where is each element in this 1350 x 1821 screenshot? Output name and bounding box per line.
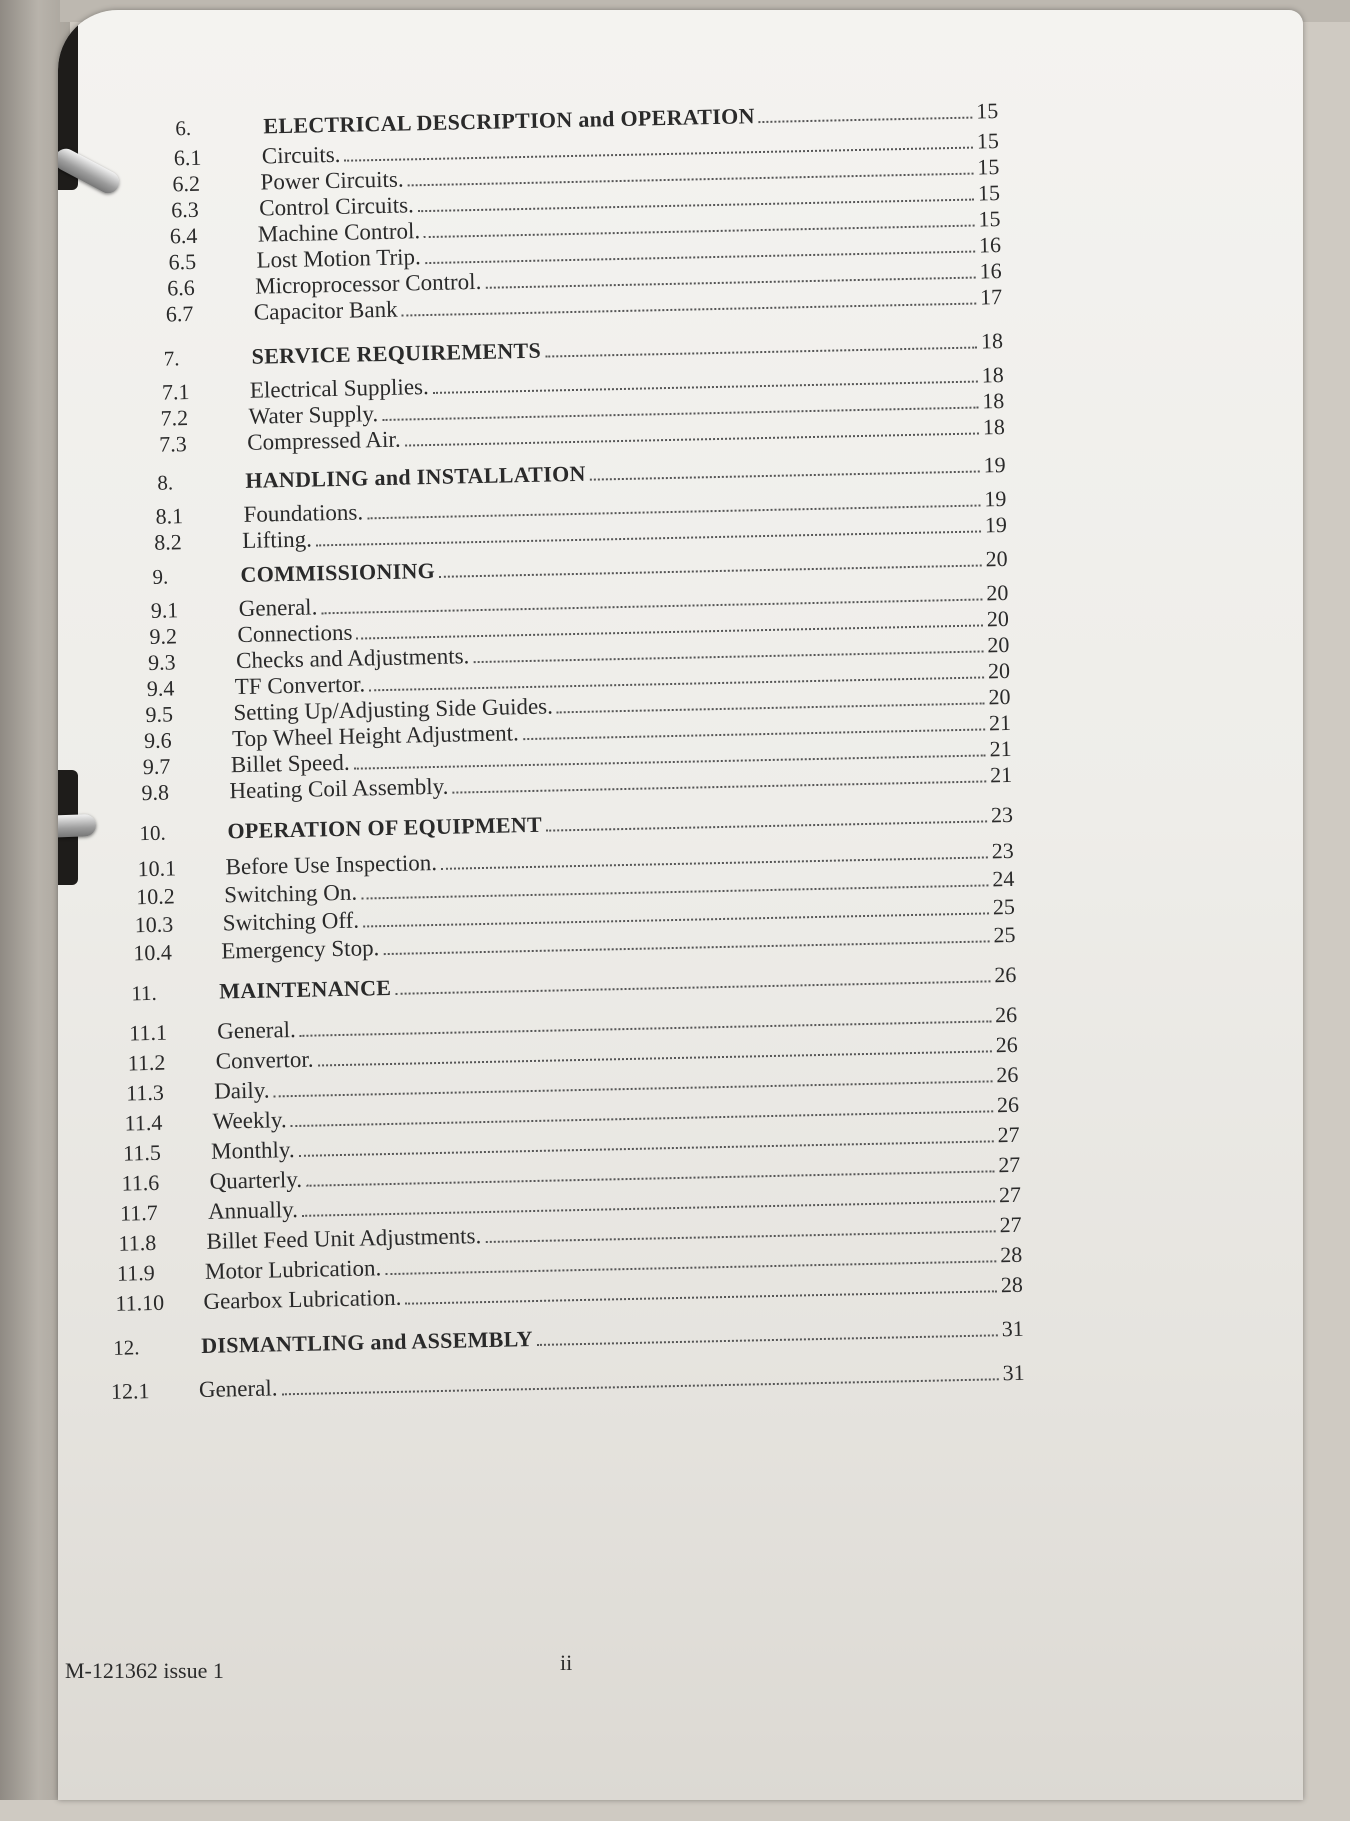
toc-title: Before Use Inspection. bbox=[225, 849, 438, 880]
dot-leader bbox=[537, 1334, 998, 1346]
toc-title: Convertor. bbox=[215, 1046, 314, 1074]
toc-page-number: 27 bbox=[997, 1121, 1020, 1148]
toc-number: 9.3 bbox=[147, 649, 176, 675]
dot-leader bbox=[316, 530, 981, 546]
toc-page-number: 15 bbox=[977, 154, 1000, 180]
dot-leader bbox=[485, 1230, 995, 1243]
toc-number: 7. bbox=[163, 346, 180, 371]
toc-title: Foundations. bbox=[243, 499, 364, 527]
toc-page-number: 26 bbox=[996, 1091, 1020, 1118]
toc-number: 11.2 bbox=[127, 1049, 166, 1076]
toc-page-number: 21 bbox=[989, 761, 1013, 788]
toc-page-number: 21 bbox=[988, 709, 1012, 736]
toc-title: Heating Coil Assembly. bbox=[229, 773, 449, 804]
toc-page-number: 19 bbox=[983, 451, 1006, 478]
dot-leader bbox=[452, 780, 986, 793]
toc-title: Connections bbox=[237, 619, 353, 648]
toc-page-number: 25 bbox=[993, 921, 1016, 948]
toc-number: 10.3 bbox=[134, 911, 174, 938]
toc-page-number: 20 bbox=[985, 545, 1008, 572]
toc-title: Switching On. bbox=[223, 879, 358, 908]
toc-number: 11. bbox=[131, 980, 158, 1006]
toc-number: 9.7 bbox=[142, 753, 171, 780]
toc-title: Gearbox Lubrication. bbox=[203, 1284, 402, 1314]
toc-title: Billet Feed Unit Adjustments. bbox=[206, 1223, 482, 1254]
toc-number: 10.4 bbox=[133, 939, 173, 966]
toc-page-number: 25 bbox=[992, 893, 1016, 920]
toc-number: 10.1 bbox=[137, 855, 177, 882]
dot-leader bbox=[406, 1290, 997, 1304]
toc-page-number: 21 bbox=[989, 735, 1012, 762]
toc-page-number: 18 bbox=[981, 361, 1004, 388]
toc-number: 7.3 bbox=[158, 431, 188, 457]
toc-number: 9.6 bbox=[143, 727, 172, 754]
toc-number: 6.2 bbox=[172, 170, 201, 197]
toc-number: 8. bbox=[157, 470, 174, 495]
toc-page-number: 24 bbox=[992, 865, 1015, 892]
toc-page-number: 28 bbox=[1000, 1271, 1024, 1298]
toc-page-number: 26 bbox=[994, 1001, 1018, 1028]
toc-title: Capacitor Bank bbox=[253, 296, 398, 325]
dot-leader bbox=[590, 471, 980, 481]
toc-number: 11.8 bbox=[118, 1229, 157, 1256]
toc-number: 6.4 bbox=[169, 222, 198, 249]
toc-page-number: 15 bbox=[976, 128, 1000, 154]
document-reference: M-121362 issue 1 bbox=[65, 1658, 224, 1683]
dot-leader bbox=[405, 433, 979, 447]
toc-page-number: 18 bbox=[980, 327, 1004, 354]
dot-leader bbox=[282, 1378, 999, 1395]
toc-page-number: 15 bbox=[977, 180, 1001, 206]
toc-title: Daily. bbox=[213, 1077, 270, 1104]
toc-number: 9.2 bbox=[149, 623, 178, 649]
toc-title: Control Circuits. bbox=[258, 192, 415, 221]
toc-number: 6.6 bbox=[166, 274, 195, 301]
toc-number: 7.2 bbox=[160, 405, 189, 431]
toc-title: ELECTRICAL DESCRIPTION and OPERATION bbox=[263, 103, 755, 139]
toc-title: Power Circuits. bbox=[260, 166, 404, 195]
toc-title: Setting Up/Adjusting Side Guides. bbox=[233, 693, 554, 726]
page-number: ii bbox=[560, 1650, 573, 1675]
toc-number: 11.6 bbox=[121, 1169, 160, 1196]
toc-title: Emergency Stop. bbox=[221, 935, 380, 964]
toc-title: Switching Off. bbox=[222, 907, 360, 936]
dot-leader bbox=[759, 117, 973, 123]
toc-page-number: 15 bbox=[978, 206, 1001, 232]
dot-leader bbox=[395, 980, 990, 994]
toc-number: 9.1 bbox=[150, 597, 179, 623]
toc-number: 9.5 bbox=[145, 701, 174, 728]
toc-page-number: 15 bbox=[975, 98, 999, 124]
toc-number: 6.5 bbox=[168, 248, 197, 275]
toc-title: SERVICE REQUIREMENTS bbox=[251, 337, 542, 369]
toc-page-number: 23 bbox=[991, 837, 1014, 864]
dot-leader bbox=[385, 1260, 996, 1275]
toc-page-number: 19 bbox=[984, 485, 1007, 512]
toc-page-number: 20 bbox=[987, 657, 1011, 684]
toc-entry bbox=[111, 1360, 1037, 1405]
dot-leader bbox=[402, 303, 977, 317]
toc-number: 6.7 bbox=[165, 300, 194, 327]
toc-title: General. bbox=[238, 594, 318, 622]
toc-number: 12. bbox=[112, 1335, 140, 1360]
toc-page-number: 27 bbox=[999, 1211, 1022, 1238]
toc-number: 6.1 bbox=[173, 144, 202, 171]
toc-title: Weekly. bbox=[212, 1107, 287, 1134]
toc-page-number: 27 bbox=[998, 1181, 1022, 1208]
toc-page-number: 18 bbox=[982, 387, 1005, 414]
toc-title: Lifting. bbox=[241, 526, 313, 553]
toc-title: Compressed Air. bbox=[246, 426, 401, 455]
toc-number: 11.5 bbox=[122, 1139, 162, 1166]
toc-number: 7.1 bbox=[161, 379, 190, 405]
toc-title: Lost Motion Trip. bbox=[256, 244, 422, 273]
toc-title: OPERATION OF EQUIPMENT bbox=[227, 811, 543, 844]
toc-title: Circuits. bbox=[261, 141, 341, 169]
toc-title: Electrical Supplies. bbox=[249, 374, 429, 403]
toc-number: 6.3 bbox=[170, 196, 199, 223]
toc-title: Water Supply. bbox=[248, 401, 379, 429]
dot-leader bbox=[546, 820, 987, 831]
toc-page-number: 27 bbox=[998, 1151, 1021, 1178]
toc-page-number: 20 bbox=[987, 631, 1010, 658]
toc-title: TF Convertor. bbox=[234, 671, 366, 700]
dot-leader bbox=[383, 940, 989, 955]
toc-number: 8.2 bbox=[154, 529, 183, 555]
toc-page-number: 20 bbox=[986, 579, 1009, 606]
toc-number: 11.9 bbox=[116, 1259, 155, 1286]
toc-title: General. bbox=[198, 1375, 278, 1403]
toc-number: 11.7 bbox=[119, 1199, 158, 1226]
toc-page-number: 26 bbox=[995, 1031, 1019, 1058]
toc-number: 11.4 bbox=[124, 1109, 163, 1136]
toc-page-number: 20 bbox=[988, 683, 1011, 710]
dot-leader bbox=[545, 347, 977, 358]
toc-number: 9.4 bbox=[146, 675, 175, 701]
toc-number: 10. bbox=[139, 820, 166, 846]
toc-number: 11.3 bbox=[125, 1079, 165, 1106]
toc-title: COMMISSIONING bbox=[240, 557, 436, 588]
toc-title: Motor Lubrication. bbox=[204, 1255, 382, 1284]
toc-title: Checks and Adjustments. bbox=[235, 643, 470, 674]
toc-title: Annually. bbox=[207, 1196, 299, 1224]
toc-page-number: 26 bbox=[994, 961, 1017, 988]
toc-title: MAINTENANCE bbox=[219, 974, 392, 1004]
toc-title: Monthly. bbox=[210, 1137, 295, 1164]
toc-page-number: 17 bbox=[979, 284, 1003, 310]
toc-number: 10.2 bbox=[135, 883, 175, 910]
toc-number: 11.1 bbox=[128, 1019, 168, 1046]
toc-number: 6. bbox=[175, 115, 192, 141]
toc-page-number: 28 bbox=[999, 1241, 1023, 1268]
dot-leader bbox=[439, 564, 982, 577]
toc-title: Top Wheel Height Adjustment. bbox=[231, 720, 520, 752]
toc-title: Microprocessor Control. bbox=[254, 268, 482, 299]
toc-title: General. bbox=[216, 1016, 297, 1044]
toc-section-heading bbox=[113, 1316, 1036, 1361]
toc-page-number: 26 bbox=[996, 1061, 1019, 1088]
toc-page-number: 31 bbox=[1002, 1359, 1025, 1386]
toc-page-number: 23 bbox=[990, 801, 1014, 828]
toc-page-number: 19 bbox=[984, 511, 1008, 538]
toc-number: 9. bbox=[152, 564, 169, 589]
toc-title: Billet Speed. bbox=[230, 749, 350, 778]
toc-title: Machine Control. bbox=[257, 218, 421, 247]
toc-title: HANDLING and INSTALLATION bbox=[245, 460, 586, 493]
toc-title: DISMANTLING and ASSEMBLY bbox=[200, 1326, 534, 1358]
toc-page-number: 18 bbox=[982, 413, 1006, 440]
toc-page-number: 16 bbox=[979, 258, 1002, 284]
toc-number: 11.10 bbox=[115, 1289, 165, 1316]
toc-section-heading bbox=[131, 962, 1029, 1007]
toc-page-number: 16 bbox=[978, 232, 1002, 258]
toc-page-number: 31 bbox=[1001, 1315, 1024, 1342]
toc-title: Quarterly. bbox=[209, 1166, 303, 1194]
toc-number: 8.1 bbox=[155, 503, 184, 529]
toc-page-number: 20 bbox=[986, 605, 1010, 632]
toc-number: 12.1 bbox=[110, 1378, 150, 1404]
toc-number: 9.8 bbox=[141, 779, 170, 806]
